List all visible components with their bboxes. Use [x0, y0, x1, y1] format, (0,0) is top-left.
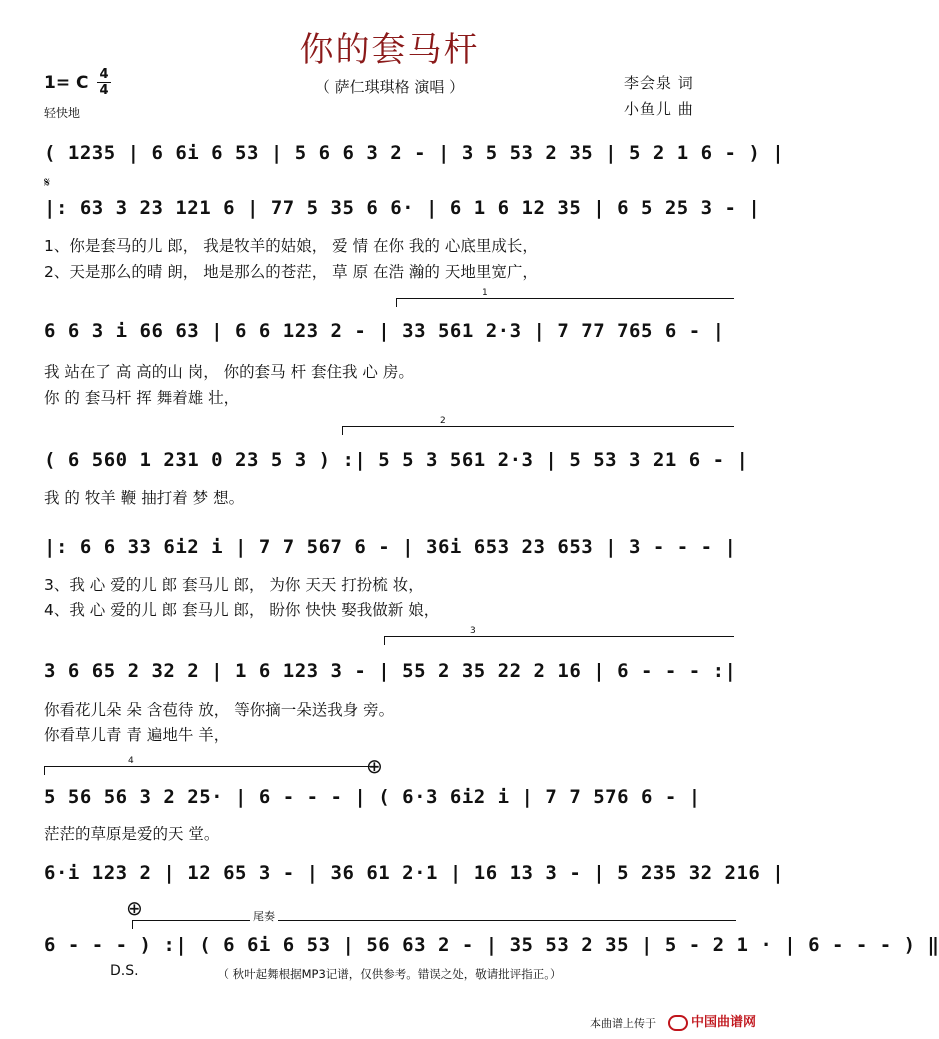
outro-label: 尾奏: [250, 908, 278, 924]
lyric-row-2-verse-1: 我 站在了 高 高的山 岗， 你的套马 杆 套住我 心 房。: [44, 363, 414, 381]
lyricist-credit: 李会泉 词: [624, 74, 694, 92]
dal-segno-marking: D.S.: [110, 963, 139, 979]
volta-bracket-4: [44, 756, 370, 767]
lyric-row-1-verse-2: 2、天是那么的晴 朗， 地是那么的苍茫， 草 原 在浩 瀚的 天地里宽广，: [44, 263, 538, 281]
volta-number-4: 4: [128, 756, 134, 766]
page-title: 你的套马杆: [299, 30, 480, 70]
lyric-row-5-verse-1: 你看花儿朵 朵 含苞待 放， 等你摘一朵送我身 旁。: [44, 701, 395, 719]
lyric-row-4-verse-3: 3、我 心 爱的儿 郎 套马儿 郎， 为你 天天 打扮梳 妆，: [44, 576, 424, 594]
volta-bracket-2: [342, 416, 734, 427]
logo-text: 中国曲谱网: [691, 1015, 757, 1030]
notation-row-0: ( 1235 | 6 6i 6 53 | 5 6 6 3 2 - | 3 5 53 2 35 | 5 2 1 6 - ) |: [44, 142, 785, 164]
volta-number-1: 1: [482, 288, 488, 298]
lyric-row-5-verse-2: 你看草儿青 青 遍地牛 羊，: [44, 726, 230, 744]
notation-row-3: ( 6 560 1 231 0 23 5 3 ) :| 5 5 3 561 2·3 | 5 53 3 21 6 - |: [44, 449, 749, 471]
composer-credit: 小鱼儿 曲: [624, 100, 694, 118]
coda-sign-lower: ⊕: [126, 896, 143, 920]
footer-upload-text: 本曲谱上传于: [590, 1017, 656, 1030]
lyric-row-4-verse-4: 4、我 心 爱的儿 郎 套马儿 郎， 盼你 快快 娶我做新 娘，: [44, 601, 440, 619]
performer: （ 萨仁琪琪格 演唱 ）: [314, 78, 465, 96]
volta-bracket-3: [384, 626, 734, 637]
volta-number-3: 3: [470, 626, 476, 636]
notation-row-6: 5 56 56 3 2 25· | 6 - - - | ( 6·3 6i2 i | 7 7 576 6 - |: [44, 786, 701, 808]
notation-row-2: 6 6 3 i 66 63 | 6 6 123 2 - | 33 561 2·3 | 7 77 765 6 - |: [44, 320, 725, 342]
notation-row-4: |: 6 6 33 6i2 i | 7 7 567 6 - | 36i 653 23 653 | 3 - - - |: [44, 536, 737, 558]
notation-row-8: 6 - - - ) :| ( 6 6i 6 53 | 56 63 2 - | 35 53 2 35 | 5 - 2 1 · | 6 - - - ) ‖: [44, 934, 939, 956]
segno-sign: 𝄋: [44, 175, 51, 191]
lyric-row-1-verse-1: 1、你是套马的儿 郎， 我是牧羊的姑娘， 爱 情 在你 我的 心底里成长，: [44, 237, 538, 255]
volta-bracket-1: [396, 288, 734, 299]
time-signature-bottom: 4: [99, 83, 109, 98]
tempo-marking: 轻快地: [44, 106, 81, 120]
volta-number-2: 2: [440, 416, 446, 426]
notation-row-5: 3 6 65 2 32 2 | 1 6 123 3 - | 55 2 35 22 2 16 | 6 - - - :|: [44, 660, 737, 682]
logo-mark-icon: [668, 1015, 688, 1031]
site-logo: [668, 1011, 756, 1031]
notation-row-7: 6·i 123 2 | 12 65 3 - | 36 61 2·1 | 16 13 3 - | 5 235 32 216 |: [44, 862, 785, 884]
coda-sign-upper: ⊕: [366, 754, 383, 778]
transcription-note: （ 秋叶起舞根据MP3记谱，仅供参考。错误之处，敬请批评指正。）: [217, 967, 562, 981]
time-signature-top: 4: [99, 67, 109, 82]
lyric-row-2-verse-2: 你 的 套马杆 挥 舞着雄 壮，: [44, 389, 240, 407]
lyric-row-3: 我 的 牧羊 鞭 抽打着 梦 想。: [44, 489, 245, 507]
key-signature: 1= C: [44, 73, 89, 93]
outro-bracket: [132, 920, 736, 921]
lyric-row-6: 茫茫的草原是爱的天 堂。: [44, 825, 220, 843]
notation-row-1: |: 63 3 23 121 6 | 77 5 35 6 6· | 6 1 6 12 35 | 6 5 25 3 - |: [44, 197, 761, 219]
